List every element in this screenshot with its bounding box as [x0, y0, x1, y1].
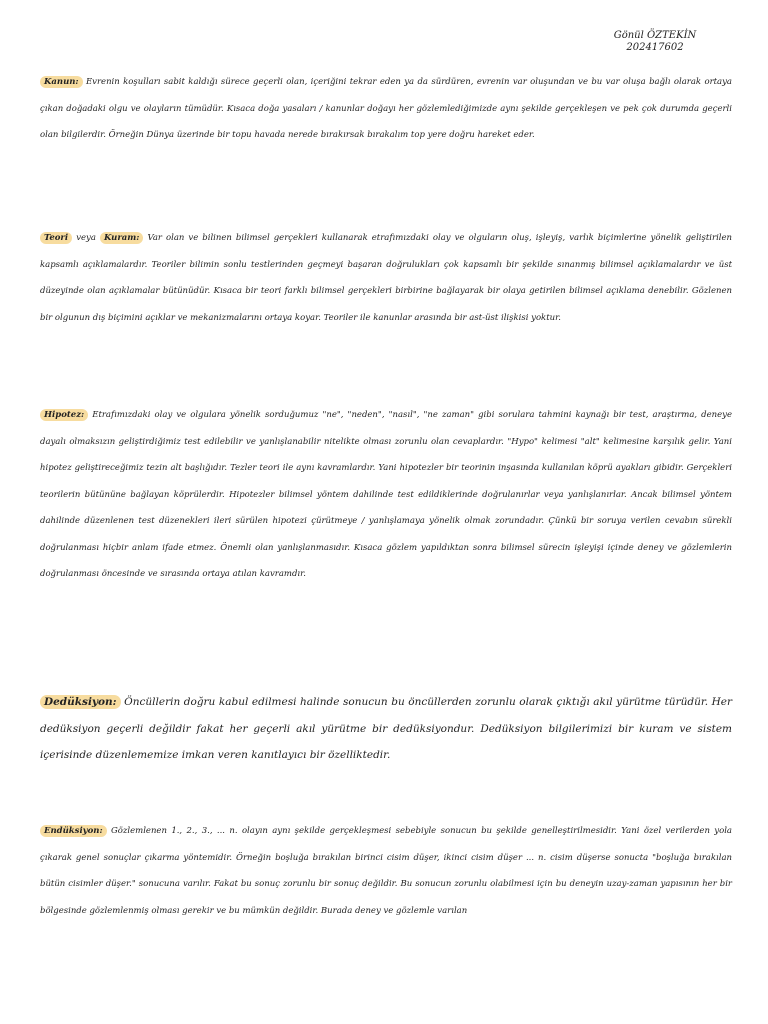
term-highlight: Kanun: — [40, 76, 83, 88]
section-enduksiyon — [40, 818, 732, 924]
term-connector: veya — [76, 233, 96, 243]
author-name: Gönül ÖZTEKİN — [613, 30, 697, 41]
section-teori — [40, 225, 732, 331]
section-deduksiyon — [40, 689, 732, 769]
section-text: Var olan ve bilinen bilimsel gerçekleri kullanarak etrafımızdaki olay ve olguların oluş, işleyiş, varlık biçimlerine yönelik geliştirilen kapsamlı açıklamalardır. Teoriler bilimin sonlu testlerinden geçmeyi başaran doğrulukları çok kapsamlı bir şekilde sınanmış bilimsel açıklamalardır ve üst düzeyinde olan açıklamalar bütünüdür. Kısaca bir teori farklı bilimsel gerçekleri birbirine bağlayarak bir olaya getirilen bilimsel açıklama denebilir. Gözlenen bir olgunun dış biçimini açıklar ve mekanizmalarını ortaya koyar. Teoriler ile kanunlar arasında bir ast-üst ilişkisi yoktur. — [40, 233, 733, 323]
section-text: Öncüllerin doğru kabul edilmesi halinde sonucun bu öncüllerden zorunlu olarak çıktığı akıl yürütme türüdür. Her dedüksiyon geçerli değildir fakat her geçerli akıl yürütme bir dedüksiyondur. Dedüksiyon bilgilerimizi bir kuram ve sistem içerisinde düzenlememize imkan veren kanıtlayıcı bir özelliktedir. — [40, 696, 732, 761]
section-kanun — [40, 69, 732, 149]
term-highlight-secondary: Kuram: — [100, 232, 144, 244]
section-text: Evrenin koşulları sabit kaldığı sürece geçerli olan, içeriğini tekrar eden ya da sürdüren, evrenin var oluşundan ve bu var oluşa bağlı olarak ortaya çıkan doğadaki olgu ve olayların tümüdür. Kısaca doğa yasaları / kanunlar doğayı her gözlemlediğimizde aynı şekilde gerçekleşen ve pek çok durumda geçerli olan bilgilerdir. Örneğin Dünya üzerinde bir topu havada nerede bırakırsak bırakalım top yere doğru hareket eder. — [40, 77, 732, 140]
term-highlight: Teori — [40, 232, 72, 244]
section-text: Etrafımızdaki olay ve olgulara yönelik sorduğumuz "ne", "neden", "nasıl", "ne zaman" gibi sorulara tahmini kaynağı bir test, araştırma, deneye dayalı olmaksızın geliştirdiğimiz test edilebilir ve yanlışlanabilir nitelikte olması zorunlu olan cevaplardır. "Hypo" kelimesi "alt" kelimesine karşılık gelir. Yani hipotez geliştireceğimiz tezin alt başlığıdır. Tezler teori ile aynı kavramlardır. Yani hipotezler bir teorinin inşasında kullanılan köprü ayakları gibidir. Gerçekleri teorilerin bütününe bağlayan köprülerdir. Hipotezler bilimsel yöntem dahilinde test edildiklerinde doğrulanırlar veya yanlışlanırlar. Ancak bilimsel yöntem dahilinde düzenlenen test düzenekleri ileri sürülen hipotezi çürütmeye / yanlışlamaya yönelik olmak zorundadır. Çünkü bir soruya verilen cevabın sürekli doğrulanması hiçbir anlam ifade etmez. Önemli olan yanlışlanmasıdır. Kısaca gözlem yapıldıktan sonra bilimsel sürecin işleyişi içinde deney ve gözlemlerin doğrulanması öncesinde ve sırasında ortaya atılan kavramdır. — [40, 410, 732, 579]
section-hipotez — [40, 402, 732, 588]
author-block — [600, 30, 710, 54]
student-number: 202417602 — [626, 42, 684, 53]
term-highlight: Dedüksiyon: — [40, 695, 121, 709]
term-highlight: Hipotez: — [40, 409, 88, 421]
term-highlight: Endüksiyon: — [40, 825, 107, 837]
section-text: Gözlemlenen 1., 2., 3., ... n. olayın aynı şekilde gerçekleşmesi sebebiyle sonucun bu şekilde genelleştirilmesidir. Yani özel verilerden yola çıkarak genel sonuçlar çıkarma yöntemidir. Örneğin boşluğa bırakılan birinci cisim düşer, ikinci cisim düşer ... n. cisim düşerse sonucta "boşluğa bırakılan bütün cisimler düşer." sonucuna varılır. Fakat bu sonuç zorunlu bir sonuç değildir. Bu sonucun zorunlu olabilmesi için bu deneyin uzay-zaman yapısının her bir bölgesinde gözlemlenmiş olması gerekir ve bu mümkün değildir. Burada deney ve gözlemle varılan — [40, 826, 733, 916]
